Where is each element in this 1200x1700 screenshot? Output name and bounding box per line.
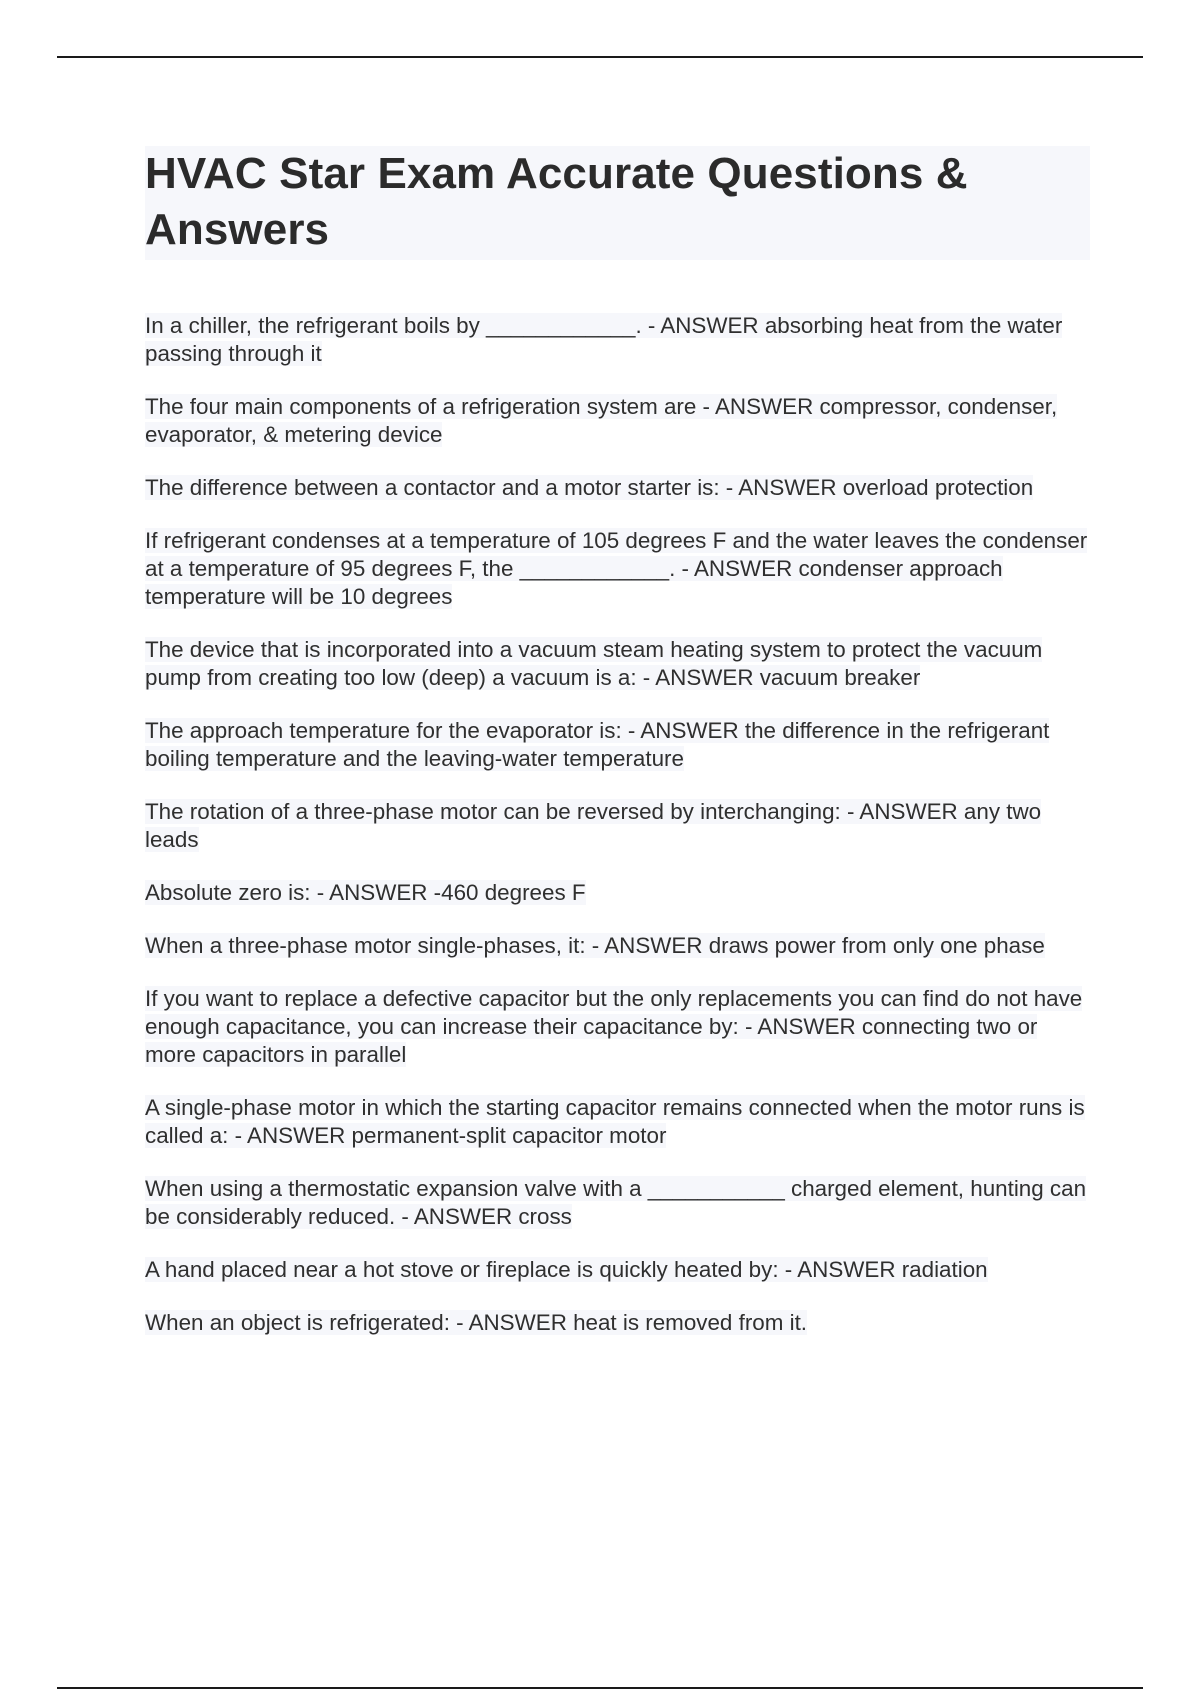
- qa-text: If refrigerant condenses at a temperature of 105 degrees F and the water leaves the condenser at a temperature of 95 degrees F, the ____________. - ANSWER condenser approach temperature will be 10 degrees: [145, 528, 1088, 609]
- bottom-rule: [57, 1687, 1143, 1689]
- qa-text: The rotation of a three-phase motor can be reversed by interchanging: - ANSWER any two leads: [145, 799, 1042, 852]
- qa-text: When a three-phase motor single-phases, it: - ANSWER draws power from only one phase: [145, 933, 1045, 958]
- qa-item: [145, 527, 1090, 611]
- qa-text: In a chiller, the refrigerant boils by ____________. - ANSWER absorbing heat from the water passing through it: [145, 313, 1063, 366]
- title-block: [145, 146, 1090, 260]
- qa-text: When an object is refrigerated: - ANSWER heat is removed from it.: [145, 1310, 808, 1335]
- qa-item: [145, 1175, 1090, 1231]
- qa-text: The device that is incorporated into a vacuum steam heating system to protect the vacuum pump from creating too low (deep) a vacuum is a: - ANSWER vacuum breaker: [145, 637, 1043, 690]
- qa-item: [145, 717, 1090, 773]
- qa-item: [145, 474, 1090, 502]
- document-title: HVAC Star Exam Accurate Questions & Answers: [145, 149, 968, 254]
- qa-text: A single-phase motor in which the starting capacitor remains connected when the motor runs is called a: - ANSWER permanent-split capacitor motor: [145, 1095, 1085, 1148]
- qa-text: The approach temperature for the evaporator is: - ANSWER the difference in the refrigerant boiling temperature and the leaving-water temperature: [145, 718, 1050, 771]
- qa-list: [145, 312, 1090, 1337]
- qa-text: A hand placed near a hot stove or fireplace is quickly heated by: - ANSWER radiation: [145, 1257, 988, 1282]
- qa-item: [145, 1309, 1090, 1337]
- document-body: [145, 146, 1090, 1362]
- qa-item: [145, 798, 1090, 854]
- qa-item: [145, 985, 1090, 1069]
- qa-text: The four main components of a refrigeration system are - ANSWER compressor, condenser, evaporator, & metering device: [145, 394, 1058, 447]
- qa-item: [145, 393, 1090, 449]
- qa-item: [145, 879, 1090, 907]
- top-rule: [57, 56, 1143, 58]
- qa-text: When using a thermostatic expansion valve with a ___________ charged element, hunting can be considerably reduced. - ANSWER cross: [145, 1176, 1087, 1229]
- qa-item: [145, 636, 1090, 692]
- qa-text: If you want to replace a defective capacitor but the only replacements you can find do not have enough capacitance, you can increase their capacitance by: - ANSWER connecting two or more capacitors in parallel: [145, 986, 1083, 1067]
- qa-item: [145, 1094, 1090, 1150]
- qa-text: The difference between a contactor and a motor starter is: - ANSWER overload protection: [145, 475, 1034, 500]
- qa-item: [145, 932, 1090, 960]
- qa-item: [145, 312, 1090, 368]
- qa-text: Absolute zero is: - ANSWER -460 degrees F: [145, 880, 586, 905]
- qa-item: [145, 1256, 1090, 1284]
